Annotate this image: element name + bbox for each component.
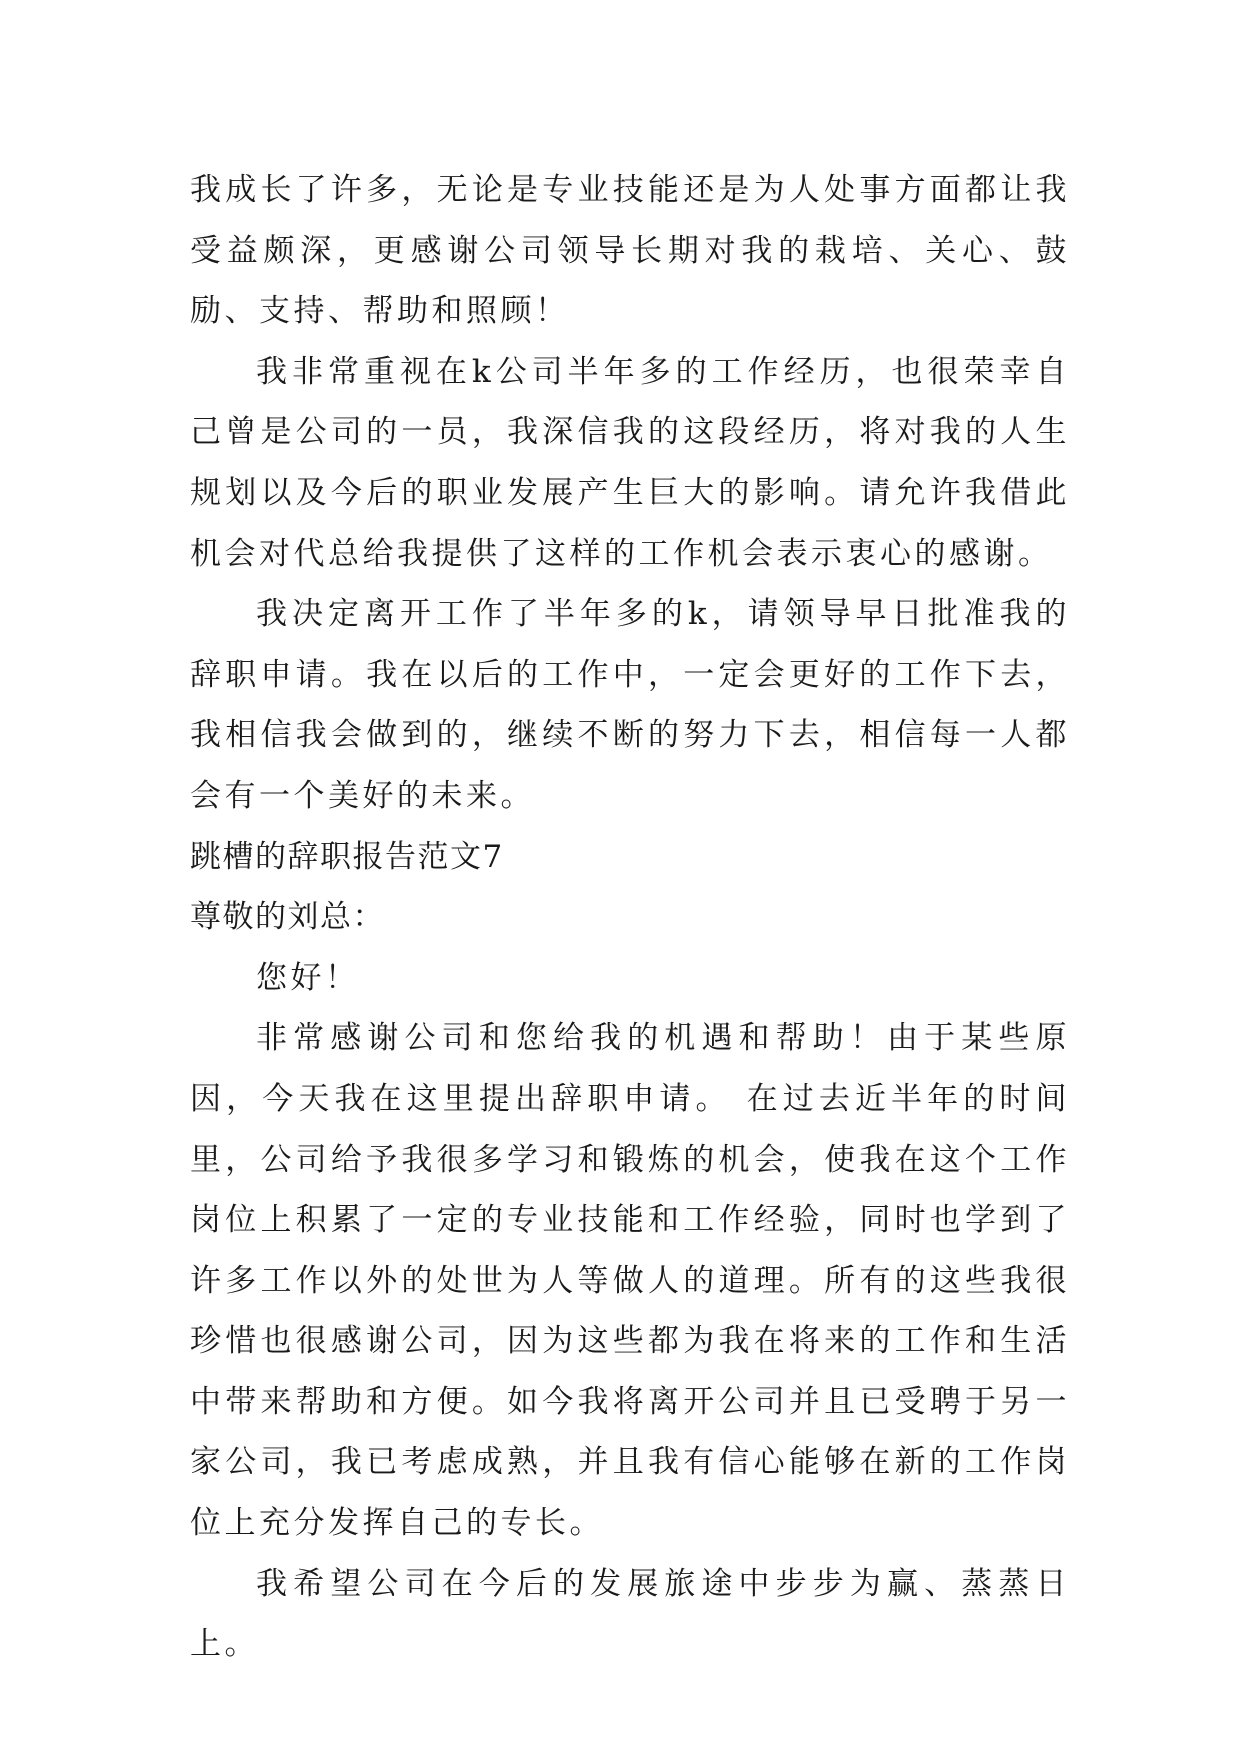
paragraph-thanks: 非常感谢公司和您给我的机遇和帮助！由于某些原因，今天我在这里提出辞职申请。 在过去近半年的时间里，公司给予我很多学习和锻炼的机会，使我在这个工作岗位上积累了一定的专业技能和工作经验，同时也学到了许多工作以外的处世为人等做人的道理。所有的这些我很珍惜也很感谢公司，因为这些都为我在将来的工作和生活中带来帮助和方便。如今我将离开公司并且已受聘于另一家公司，我已考虑成熟，并且我有信心能够在新的工作岗位上充分发挥自己的专长。 [190,1020,1070,1542]
document-body [190,160,1070,1675]
greeting: 您好！ [256,959,360,996]
salutation: 尊敬的刘总： [190,899,385,936]
paragraph-decision: 我决定离开工作了半年多的k，请领导早日批准我的辞职申请。我在以后的工作中，一定会更好的工作下去，我相信我会做到的，继续不断的努力下去，相信每一人都会有一个美好的未来。 [190,596,1070,814]
paragraph-wish: 我希望公司在今后的发展旅途中步步为赢、蒸蒸日上。 [190,1565,1070,1663]
paragraph-continued: 我成长了许多，无论是专业技能还是为人处事方面都让我受益颇深，更感谢公司领导长期对我的栽培、关心、鼓励、支持、帮助和照顾！ [190,172,1070,330]
paragraph-experience: 我非常重视在k公司半年多的工作经历，也很荣幸自己曾是公司的一员，我深信我的这段经历，将对我的人生规划以及今后的职业发展产生巨大的影响。请允许我借此机会对代总给我提供了这样的工作机会表示衷心的感谢。 [190,353,1070,572]
section-title: 跳槽的辞职报告范文7 [190,838,504,875]
